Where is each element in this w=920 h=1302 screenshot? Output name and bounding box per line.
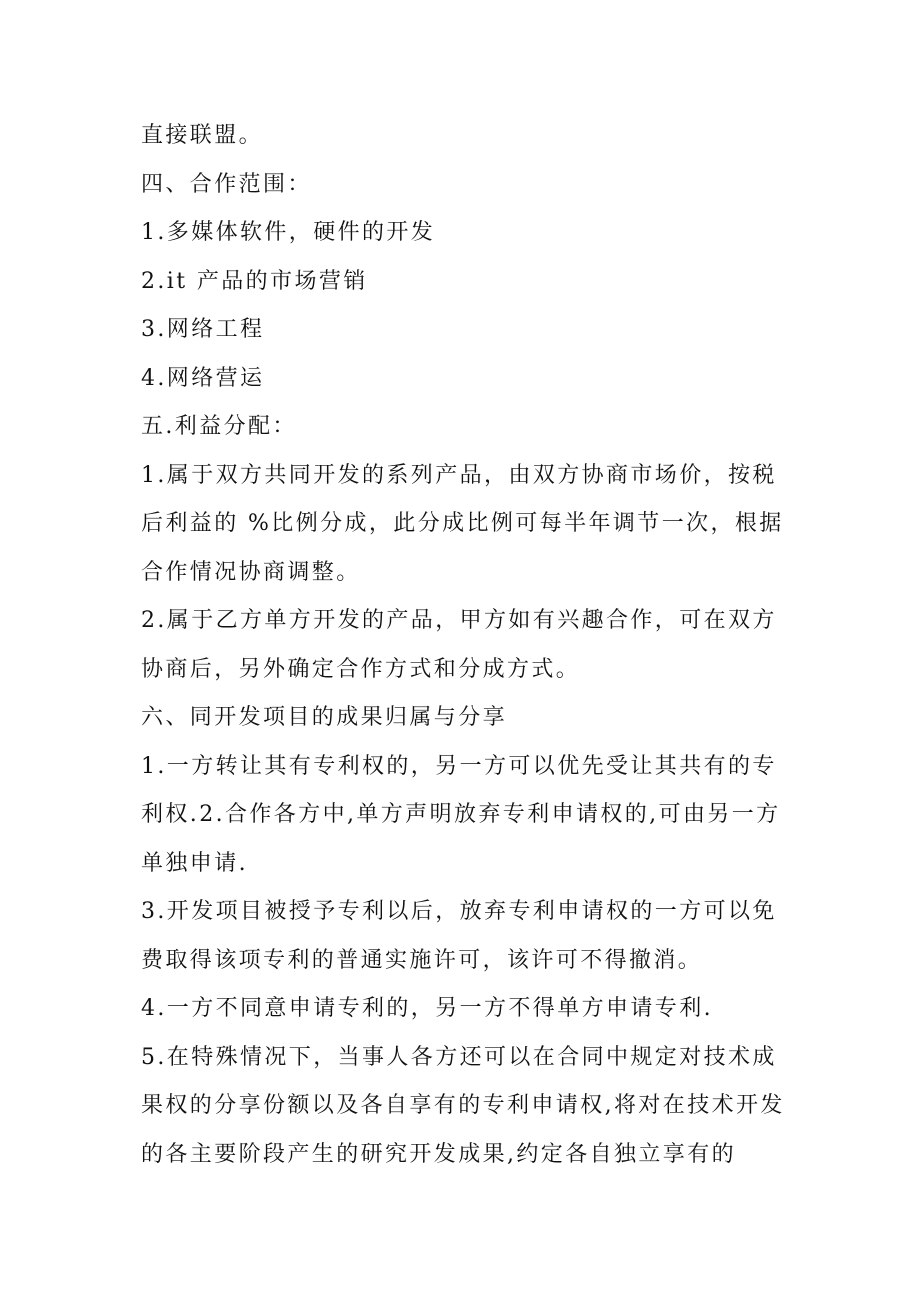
- list-item-network-operation: 4.网络营运: [141, 365, 265, 391]
- paragraph-patent-transfer: 1.一方转让其有专利权的，另一方可以优先受让其共有的专利权.2.合作各方中,单方声明放弃专利申请权的,可由另一方单独申请.: [141, 753, 781, 876]
- paragraph-patent-disagreement: 4.一方不同意申请专利的，另一方不得单方申请专利.: [141, 996, 713, 1021]
- list-item-network-engineering: 3.网络工程: [141, 317, 265, 342]
- paragraph-patent-granted: 3.开发项目被授予专利以后，放弃专利申请权的一方可以免费取得该项专利的普通实施许可，该许可不得撤消。: [141, 899, 777, 973]
- heading-results-ownership: 六、同开发项目的成果归属与分享: [141, 705, 508, 730]
- list-item-it-marketing: 2.it 产品的市场营销: [141, 268, 368, 294]
- list-item-multimedia: 1.多媒体软件，硬件的开发: [141, 220, 436, 245]
- paragraph-party-b-products: 2.属于乙方单方开发的产品，甲方如有兴趣合作，可在双方协商后，另外确定合作方式和分成方式。: [141, 608, 777, 682]
- paragraph-joint-products: 1.属于双方共同开发的系列产品，由双方协商市场价，按税后利益的 %比例分成，此分成比例可每半年调节一次，根据合作情况协商调整。: [141, 462, 784, 585]
- heading-profit-distribution: 五.利益分配：: [141, 414, 297, 439]
- paragraph-direct-alliance: 直接联盟。: [141, 123, 264, 148]
- document-body: [141, 112, 791, 1179]
- paragraph-special-circumstances: 5.在特殊情况下，当事人各方还可以在合同中规定对技术成果权的分享份额以及各自享有的专利申请权,将对在技术开发的各主要阶段产生的研究开发成果,约定各自独立享有的: [141, 1044, 785, 1167]
- heading-cooperation-scope: 四、合作范围：: [141, 171, 312, 197]
